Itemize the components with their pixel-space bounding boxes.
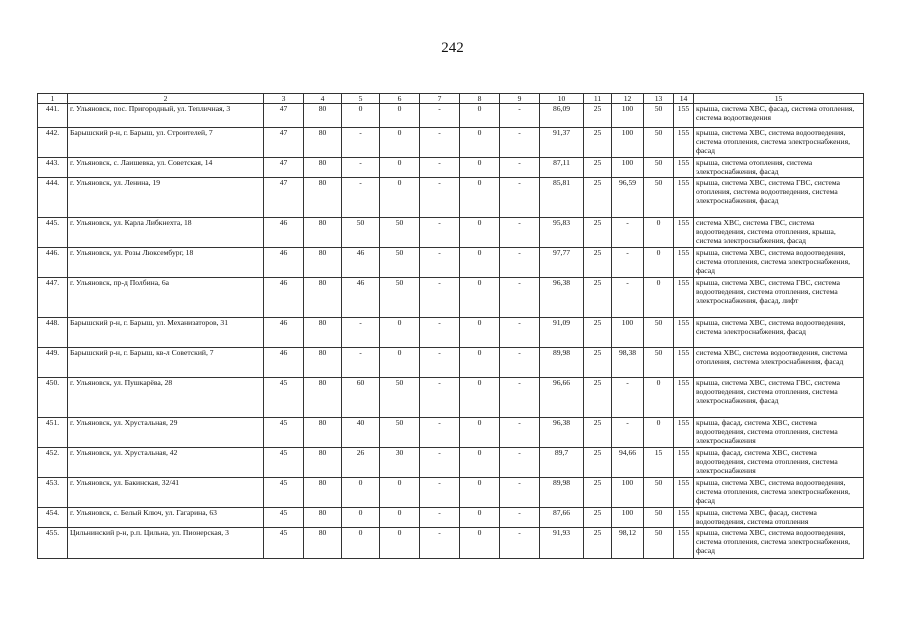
row-number: 455.	[38, 528, 68, 559]
table-row	[38, 248, 864, 278]
col5-cell: 40	[342, 418, 380, 448]
address-cell: г. Ульяновск, ул. Хрустальная, 29	[68, 418, 264, 448]
col8-cell: 0	[460, 348, 500, 378]
col6-cell: 0	[380, 478, 420, 508]
col6-cell: 50	[380, 218, 420, 248]
col4-cell: 80	[304, 278, 342, 318]
col14-cell: 155	[674, 528, 694, 559]
works-cell: крыша, система ХВС, фасад, система водоотведения, система отопления	[694, 508, 864, 528]
col3-cell: 46	[264, 348, 304, 378]
row-number: 449.	[38, 348, 68, 378]
col4-cell: 80	[304, 128, 342, 158]
col13-cell: 50	[644, 158, 674, 178]
col5-cell: 26	[342, 448, 380, 478]
table-row	[38, 218, 864, 248]
col11-cell: 25	[584, 508, 612, 528]
column-number-14: 14	[674, 94, 694, 104]
col13-cell: 50	[644, 528, 674, 559]
col9-cell: -	[500, 248, 540, 278]
page-number: 242	[441, 40, 464, 56]
col12-cell: 100	[612, 478, 644, 508]
col7-cell: -	[420, 378, 460, 418]
table-row	[38, 478, 864, 508]
col7-cell: -	[420, 158, 460, 178]
col9-cell: -	[500, 278, 540, 318]
address-cell: г. Ульяновск, с. Белый Ключ, ул. Гагарина, 63	[68, 508, 264, 528]
col3-cell: 45	[264, 508, 304, 528]
col11-cell: 25	[584, 218, 612, 248]
col13-cell: 50	[644, 104, 674, 128]
col14-cell: 155	[674, 348, 694, 378]
col12-cell: -	[612, 378, 644, 418]
works-cell: крыша, система ХВС, фасад, система отопления, система водоотведения	[694, 104, 864, 128]
column-number-12: 12	[612, 94, 644, 104]
col14-cell: 155	[674, 278, 694, 318]
col13-cell: 0	[644, 278, 674, 318]
works-cell: крыша, система ХВС, система водоотведения, система отопления, система электроснабжения, фасад	[694, 478, 864, 508]
col3-cell: 46	[264, 318, 304, 348]
col6-cell: 0	[380, 158, 420, 178]
col9-cell: -	[500, 478, 540, 508]
col6-cell: 30	[380, 448, 420, 478]
col10-cell: 87,11	[540, 158, 584, 178]
col4-cell: 80	[304, 528, 342, 559]
col4-cell: 80	[304, 478, 342, 508]
row-number: 444.	[38, 178, 68, 218]
col12-cell: -	[612, 278, 644, 318]
row-number: 445.	[38, 218, 68, 248]
col9-cell: -	[500, 418, 540, 448]
table-row	[38, 128, 864, 158]
col4-cell: 80	[304, 508, 342, 528]
col5-cell: -	[342, 178, 380, 218]
col4-cell: 80	[304, 178, 342, 218]
col4-cell: 80	[304, 158, 342, 178]
col10-cell: 96,38	[540, 278, 584, 318]
address-cell: г. Ульяновск, с. Лаишевка, ул. Советская, 14	[68, 158, 264, 178]
col8-cell: 0	[460, 418, 500, 448]
col13-cell: 50	[644, 128, 674, 158]
table-row	[38, 158, 864, 178]
works-cell: крыша, система ХВС, система водоотведения, система электроснабжения, фасад	[694, 318, 864, 348]
col9-cell: -	[500, 348, 540, 378]
address-cell: г. Ульяновск, пр-д Полбина, 6а	[68, 278, 264, 318]
col10-cell: 91,93	[540, 528, 584, 559]
col5-cell: 0	[342, 104, 380, 128]
col14-cell: 155	[674, 248, 694, 278]
col12-cell: 100	[612, 128, 644, 158]
col10-cell: 91,37	[540, 128, 584, 158]
col14-cell: 155	[674, 378, 694, 418]
col11-cell: 25	[584, 248, 612, 278]
works-cell: крыша, система ХВС, система водоотведения, система отопления, система электроснабжения, фасад	[694, 528, 864, 559]
col8-cell: 0	[460, 178, 500, 218]
col11-cell: 25	[584, 378, 612, 418]
col8-cell: 0	[460, 378, 500, 418]
col13-cell: 0	[644, 218, 674, 248]
col12-cell: 100	[612, 508, 644, 528]
column-number-11: 11	[584, 94, 612, 104]
col7-cell: -	[420, 278, 460, 318]
col10-cell: 85,81	[540, 178, 584, 218]
works-cell: крыша, система ХВС, система ГВС, система водоотведения, система отопления, система электроснабжения, фасад, лифт	[694, 278, 864, 318]
col9-cell: -	[500, 218, 540, 248]
col5-cell: 46	[342, 278, 380, 318]
col14-cell: 155	[674, 128, 694, 158]
column-number-5: 5	[342, 94, 380, 104]
col8-cell: 0	[460, 104, 500, 128]
column-number-3: 3	[264, 94, 304, 104]
col14-cell: 155	[674, 104, 694, 128]
col9-cell: -	[500, 128, 540, 158]
table-row	[38, 104, 864, 128]
address-cell: г. Ульяновск, ул. Карла Либкнехта, 18	[68, 218, 264, 248]
column-number-15: 15	[694, 94, 864, 104]
address-cell: Барышский р-н, г. Барыш, кв-л Советский, 7	[68, 348, 264, 378]
col7-cell: -	[420, 128, 460, 158]
col14-cell: 155	[674, 478, 694, 508]
col5-cell: 0	[342, 478, 380, 508]
row-number: 446.	[38, 248, 68, 278]
col12-cell: -	[612, 218, 644, 248]
col11-cell: 25	[584, 278, 612, 318]
col14-cell: 155	[674, 158, 694, 178]
col5-cell: -	[342, 348, 380, 378]
col13-cell: 50	[644, 318, 674, 348]
col3-cell: 46	[264, 218, 304, 248]
col14-cell: 155	[674, 418, 694, 448]
table-row	[38, 418, 864, 448]
row-number: 448.	[38, 318, 68, 348]
col10-cell: 86,09	[540, 104, 584, 128]
col8-cell: 0	[460, 278, 500, 318]
column-number-13: 13	[644, 94, 674, 104]
works-cell: крыша, система ХВС, система ГВС, система водоотведения, система отопления, система электроснабжения, фасад	[694, 378, 864, 418]
col7-cell: -	[420, 318, 460, 348]
col7-cell: -	[420, 448, 460, 478]
col4-cell: 80	[304, 348, 342, 378]
col13-cell: 0	[644, 378, 674, 418]
col4-cell: 80	[304, 248, 342, 278]
col10-cell: 97,77	[540, 248, 584, 278]
col9-cell: -	[500, 158, 540, 178]
col4-cell: 80	[304, 378, 342, 418]
row-number: 442.	[38, 128, 68, 158]
col9-cell: -	[500, 104, 540, 128]
col8-cell: 0	[460, 448, 500, 478]
col6-cell: 50	[380, 278, 420, 318]
address-cell: г. Ульяновск, ул. Бакинская, 32/41	[68, 478, 264, 508]
works-cell: система ХВС, система водоотведения, система отопления, система электроснабжения, фасад	[694, 348, 864, 378]
col10-cell: 96,38	[540, 418, 584, 448]
address-cell: г. Ульяновск, ул. Ленина, 19	[68, 178, 264, 218]
table-row	[38, 378, 864, 418]
table-row	[38, 528, 864, 559]
col8-cell: 0	[460, 528, 500, 559]
col14-cell: 155	[674, 178, 694, 218]
col9-cell: -	[500, 448, 540, 478]
col3-cell: 45	[264, 478, 304, 508]
col8-cell: 0	[460, 318, 500, 348]
col10-cell: 91,09	[540, 318, 584, 348]
works-cell: крыша, система ХВС, система ГВС, система отопления, система водоотведения, система электроснабжения, фасад	[694, 178, 864, 218]
col6-cell: 0	[380, 528, 420, 559]
col13-cell: 50	[644, 348, 674, 378]
address-cell: г. Ульяновск, ул. Хрустальная, 42	[68, 448, 264, 478]
col5-cell: 0	[342, 528, 380, 559]
col12-cell: -	[612, 418, 644, 448]
column-number-10: 10	[540, 94, 584, 104]
col9-cell: -	[500, 178, 540, 218]
works-cell: система ХВС, система ГВС, система водоотведения, система отопления, крыша, система электроснабжения, фасад	[694, 218, 864, 248]
address-cell: Барышский р-н, г. Барыш, ул. Механизаторов, 31	[68, 318, 264, 348]
col12-cell: 100	[612, 158, 644, 178]
col10-cell: 89,98	[540, 478, 584, 508]
column-number-8: 8	[460, 94, 500, 104]
address-cell: г. Ульяновск, пос. Пригородный, ул. Тепличная, 3	[68, 104, 264, 128]
col5-cell: 50	[342, 218, 380, 248]
col11-cell: 25	[584, 418, 612, 448]
table-row	[38, 508, 864, 528]
col3-cell: 45	[264, 418, 304, 448]
col6-cell: 0	[380, 318, 420, 348]
col7-cell: -	[420, 178, 460, 218]
col13-cell: 15	[644, 448, 674, 478]
col9-cell: -	[500, 528, 540, 559]
col10-cell: 95,83	[540, 218, 584, 248]
col8-cell: 0	[460, 158, 500, 178]
row-number: 452.	[38, 448, 68, 478]
col6-cell: 0	[380, 104, 420, 128]
col5-cell: 60	[342, 378, 380, 418]
col6-cell: 0	[380, 348, 420, 378]
table-row	[38, 448, 864, 478]
col7-cell: -	[420, 248, 460, 278]
col8-cell: 0	[460, 508, 500, 528]
col8-cell: 0	[460, 248, 500, 278]
row-number: 441.	[38, 104, 68, 128]
col4-cell: 80	[304, 104, 342, 128]
col5-cell: 0	[342, 508, 380, 528]
table-row	[38, 348, 864, 378]
col8-cell: 0	[460, 218, 500, 248]
address-cell: Барышский р-н, г. Барыш, ул. Строителей, 7	[68, 128, 264, 158]
col6-cell: 50	[380, 378, 420, 418]
col11-cell: 25	[584, 158, 612, 178]
col9-cell: -	[500, 508, 540, 528]
col10-cell: 89,7	[540, 448, 584, 478]
col13-cell: 0	[644, 418, 674, 448]
col11-cell: 25	[584, 478, 612, 508]
row-number: 454.	[38, 508, 68, 528]
works-cell: крыша, фасад, система ХВС, система водоотведения, система отопления, система электроснабжения	[694, 418, 864, 448]
col3-cell: 47	[264, 178, 304, 218]
column-number-6: 6	[380, 94, 420, 104]
row-number: 450.	[38, 378, 68, 418]
address-cell: Цильнинский р-н, р.п. Цильна, ул. Пионерская, 3	[68, 528, 264, 559]
col7-cell: -	[420, 348, 460, 378]
works-cell: крыша, система ХВС, система водоотведения, система отопления, система электроснабжения, фасад	[694, 248, 864, 278]
column-number-7: 7	[420, 94, 460, 104]
column-number-9: 9	[500, 94, 540, 104]
col13-cell: 0	[644, 248, 674, 278]
column-number-4: 4	[304, 94, 342, 104]
col4-cell: 80	[304, 418, 342, 448]
works-cell: крыша, фасад, система ХВС, система водоотведения, система отопления, система электроснабжения	[694, 448, 864, 478]
col11-cell: 25	[584, 318, 612, 348]
col4-cell: 80	[304, 318, 342, 348]
col11-cell: 25	[584, 178, 612, 218]
col10-cell: 96,66	[540, 378, 584, 418]
col6-cell: 50	[380, 248, 420, 278]
address-cell: г. Ульяновск, ул. Розы Люксембург, 18	[68, 248, 264, 278]
col9-cell: -	[500, 318, 540, 348]
col3-cell: 46	[264, 248, 304, 278]
col6-cell: 0	[380, 178, 420, 218]
col12-cell: 100	[612, 318, 644, 348]
address-cell: г. Ульяновск, ул. Пушкарёва, 28	[68, 378, 264, 418]
col3-cell: 47	[264, 158, 304, 178]
col7-cell: -	[420, 418, 460, 448]
col12-cell: 96,59	[612, 178, 644, 218]
col7-cell: -	[420, 104, 460, 128]
col5-cell: -	[342, 158, 380, 178]
col6-cell: 0	[380, 128, 420, 158]
col14-cell: 155	[674, 448, 694, 478]
registry-table	[37, 93, 864, 559]
col14-cell: 155	[674, 218, 694, 248]
col8-cell: 0	[460, 128, 500, 158]
col7-cell: -	[420, 218, 460, 248]
col5-cell: -	[342, 128, 380, 158]
col10-cell: 89,98	[540, 348, 584, 378]
col3-cell: 45	[264, 378, 304, 418]
works-cell: крыша, система отопления, система электроснабжения, фасад	[694, 158, 864, 178]
column-number-2: 2	[68, 94, 264, 104]
col12-cell: 98,12	[612, 528, 644, 559]
col4-cell: 80	[304, 218, 342, 248]
col7-cell: -	[420, 508, 460, 528]
row-number: 453.	[38, 478, 68, 508]
col11-cell: 25	[584, 448, 612, 478]
col12-cell: 94,66	[612, 448, 644, 478]
col11-cell: 25	[584, 348, 612, 378]
col12-cell: -	[612, 248, 644, 278]
col4-cell: 80	[304, 448, 342, 478]
col3-cell: 46	[264, 278, 304, 318]
table-row	[38, 318, 864, 348]
col11-cell: 25	[584, 128, 612, 158]
col7-cell: -	[420, 528, 460, 559]
row-number: 443.	[38, 158, 68, 178]
col14-cell: 155	[674, 318, 694, 348]
works-cell: крыша, система ХВС, система водоотведения, система отопления, система электроснабжения, фасад	[694, 128, 864, 158]
col11-cell: 25	[584, 104, 612, 128]
col10-cell: 87,66	[540, 508, 584, 528]
table-row	[38, 278, 864, 318]
col7-cell: -	[420, 478, 460, 508]
col3-cell: 47	[264, 104, 304, 128]
col9-cell: -	[500, 378, 540, 418]
col5-cell: 46	[342, 248, 380, 278]
col5-cell: -	[342, 318, 380, 348]
col6-cell: 50	[380, 418, 420, 448]
col3-cell: 45	[264, 528, 304, 559]
col3-cell: 47	[264, 128, 304, 158]
col6-cell: 0	[380, 508, 420, 528]
col12-cell: 98,38	[612, 348, 644, 378]
col8-cell: 0	[460, 478, 500, 508]
column-number-1: 1	[38, 94, 68, 104]
col3-cell: 45	[264, 448, 304, 478]
col14-cell: 155	[674, 508, 694, 528]
table-row	[38, 178, 864, 218]
col11-cell: 25	[584, 528, 612, 559]
column-number-row	[38, 94, 864, 104]
col13-cell: 50	[644, 478, 674, 508]
col13-cell: 50	[644, 178, 674, 218]
col12-cell: 100	[612, 104, 644, 128]
row-number: 451.	[38, 418, 68, 448]
col13-cell: 50	[644, 508, 674, 528]
row-number: 447.	[38, 278, 68, 318]
